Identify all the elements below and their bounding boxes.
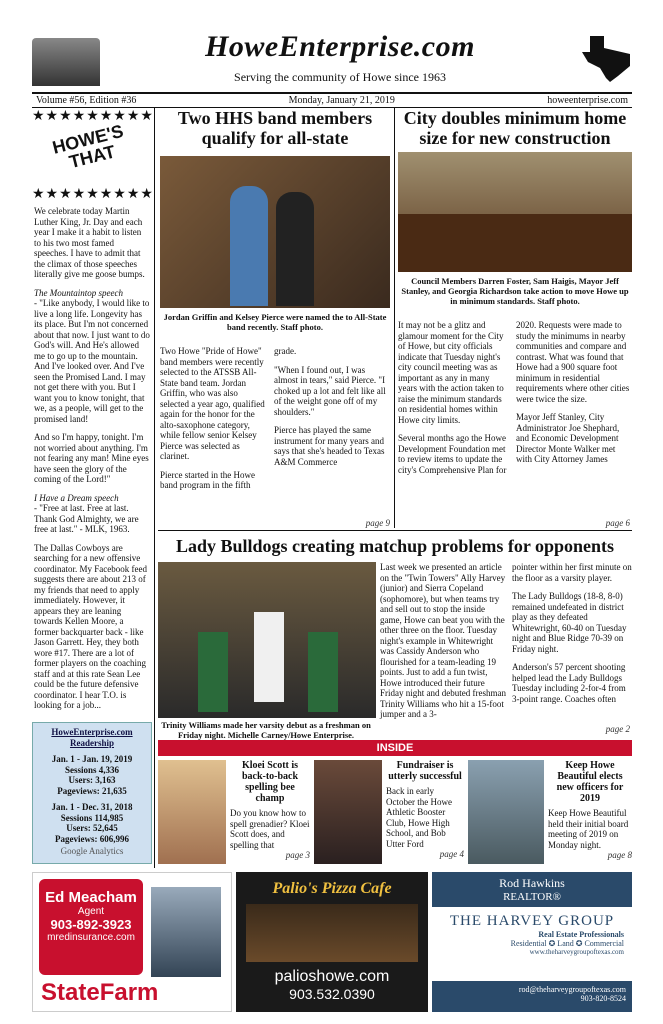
harvey-email: rod@theharveygroupoftexas.com: [518, 985, 626, 994]
readership-box: [32, 722, 152, 864]
inside-item-2[interactable]: [386, 760, 464, 859]
band-col2: [274, 346, 390, 475]
story-divider: [394, 108, 395, 528]
city-col1-p1: It may not be a glitz and glamour moment for the City of Howe, but city officials indicate that Tuesday night's city council meeting was as important as any in many years with the action taken to raise the minimum standards on residential homes within Howe city limits.: [398, 320, 504, 425]
column-p2: - "Like anybody, I would like to live a long life. Longevity has its place. But I'm not concerned about that now. I just want to do God's will. And He's allowed me to go up to the mountain. And I've looked over. And I've seen the Promised Land. I may not get there with you. But I want you to know tonight, that we, as a people, will get to the promised land!: [34, 298, 150, 424]
date-label: Monday, January 21, 2019: [288, 95, 395, 106]
bulldogs-col2: [512, 562, 632, 712]
inside-item-1-text: Do you know how to spell grenadier? Kloei Scott does, and spelling that: [230, 808, 310, 850]
bulldogs-col1-p1: Last week we presented an article on the "Twin Towers" Ally Harvey (junior) and Sierra Copeland (sophomore), but when teams try and sell out to stop the inside game, Howe can beat you with the other three on the floor. Tuesday night's example in Whitewright was Cassidy Anderson who flourished for a team-leading 19 points. Just to add a fun twist, Howe introduced their future Friday night and debuted freshman Trinity Williams who hit a 15-foot jumper and a 3-: [380, 562, 506, 719]
inside-item-3[interactable]: [548, 760, 632, 860]
palio-web: palioshowe.com: [274, 968, 390, 985]
column-p1: We celebrate today Martin Luther King, Jr. Day and each year I make it a habit to listen to his two most famed speeches. I have to admit that the climax of those speeches literally give me goose bumps.: [34, 206, 145, 279]
masthead-title: HoweEnterprise.com: [205, 30, 475, 63]
statefarm-phone: 903-892-3923: [50, 917, 132, 932]
harvey-web: www.theharveygroupoftexas.com: [529, 948, 624, 956]
city-headline: City doubles minimum home size for new construction: [403, 108, 627, 148]
readership-title: HoweEnterprise.com Readership: [51, 727, 133, 748]
bulldogs-col2-p1: pointer within her first minute on the floor as a varsity player.: [512, 562, 632, 583]
band-headline: Two HHS band members qualify for all-state: [177, 108, 373, 148]
harvey-agent: Rod Hawkins: [499, 876, 565, 890]
statefarm-card: [39, 879, 143, 975]
harvey-tag2: Residential ✪ Land ✪ Commercial: [510, 939, 624, 948]
readership-r1-range: Jan. 1 - Jan. 19, 2019: [51, 754, 133, 764]
harvey-role: REALTOR®: [503, 891, 561, 903]
city-col2-p2: Mayor Jeff Stanley, City Administrator Joe Shephard, and Economic Development Director Monte Walker met with City Attorney James: [516, 412, 620, 464]
section-rule: [158, 530, 632, 531]
inside-item-2-title: Fundraiser is utterly successful: [388, 760, 462, 782]
band-col1-p2: Pierce started in the Howe band program in the fifth: [160, 469, 255, 490]
bulldogs-page-link[interactable]: page 2: [605, 724, 630, 734]
band-person-1: [230, 186, 268, 306]
city-col1-p2: Several months ago the Howe Development Foundation met to review items to update the city's Comprehensive Plan for: [398, 433, 507, 475]
inside-item-3-title: Keep Howe Beautiful elects new officers for 2019: [556, 760, 624, 804]
inside-item-1[interactable]: [230, 760, 310, 860]
agent-photo: [151, 887, 221, 977]
mlk-photo: [32, 38, 100, 86]
inside-item-3-text: Keep Howe Beautiful held their initial board meeting of 2019 on Monday night.: [548, 808, 629, 850]
inside-item-2-page[interactable]: page 4: [439, 849, 464, 859]
city-caption: Council Members Darren Foster, Sam Haigis, Mayor Jeff Stanley, and Georgia Richardson take action to move Howe up in minimum standards. Staff photo.: [401, 276, 629, 306]
band-caption: Jordan Griffin and Kelsey Pierce were named the to All-State band recently. Staff photo.: [163, 312, 387, 332]
statefarm-agent-name: Ed Meacham: [45, 889, 137, 906]
volume-label: Volume #56, Edition #36: [36, 95, 137, 106]
city-col2: [516, 320, 632, 473]
band-col1: [160, 346, 268, 499]
readership-r1-pageviews: Pageviews: 21,635: [57, 785, 127, 796]
harvey-phone: 903-820-8524: [580, 994, 626, 1003]
bulldogs-photo: [158, 562, 376, 718]
band-col1-p1: Two Howe "Pride of Howe" band members were recently selected to the ATSSB All-State band team. Jordan Griffin, who was also selected a year ago, qualified again for the honor for the alto-saxophone category, while fellow senior Kelsey Pierce was selected as clarinet.: [160, 346, 265, 461]
inside-item-1-title: Kloei Scott is back-to-back spelling bee champ: [241, 760, 299, 804]
readership-r1-users: Users: 3,163: [68, 775, 116, 785]
statefarm-ad[interactable]: [32, 872, 232, 1012]
dateline: [32, 92, 632, 108]
band-page-link[interactable]: page 9: [365, 518, 390, 528]
bulldogs-col2-p2: The Lady Bulldogs (18-8, 8-0) remained undefeated in district play as they defeated Whitewright, 60-40 on Tuesday night and Blue Ridge 70-39 on Friday night.: [512, 591, 627, 654]
column-p3: And so I'm happy, tonight. I'm not worried about anything. I'm not fearing any man! Mine eyes have seen the glory of the coming of the Lord!": [34, 432, 149, 484]
palio-logo: Palio's Pizza Cafe: [272, 880, 392, 897]
column-p5: The Dallas Cowboys are searching for a new offensive coordinator. My Facebook feed suggests there are about 213 of my friends that need to apply immediately. However, it appears they are leaning towards Kellen Moore, a former backquarter back - like Jason Garrett. Hey, they both wore #17. There are a lot of former players on the coaching staff and at this rate Sean Lee could be the future defensive coordinator. I hear T.O. is looking for a job...: [34, 542, 147, 710]
bulldogs-col2-p3: Anderson's 57 percent shooting helped lead the Lady Bulldogs Tuesday including 2-for-4 from 3-point range. Coaches often: [512, 662, 626, 704]
inside-photo-3: [468, 760, 544, 864]
city-page-link[interactable]: page 6: [605, 518, 630, 528]
inside-item-3-page[interactable]: page 8: [607, 850, 632, 860]
band-photo: [160, 156, 390, 308]
harvey-tag: Real Estate Professionals: [538, 930, 624, 939]
column-p2-title: The Mountaintop speech: [34, 287, 123, 298]
inside-item-1-page[interactable]: page 3: [285, 850, 310, 860]
palio-storefront: [246, 904, 418, 962]
column-p4-title: I Have a Dream speech: [34, 492, 119, 503]
band-person-2: [276, 192, 314, 306]
bulldogs-caption: Trinity Williams made her varsity debut as a freshman on Friday night. Michelle Carney/Howe Enterprise.: [161, 720, 371, 740]
column-divider: [154, 108, 155, 868]
city-photo: [398, 152, 632, 272]
palio-phone: 903.532.0390: [289, 986, 375, 1002]
google-analytics-label: Google Analytics: [60, 846, 124, 856]
readership-r2-sessions: Sessions 114,985: [60, 812, 124, 823]
inside-photo-1: [158, 760, 226, 864]
harvey-ad[interactable]: [432, 872, 632, 1012]
inside-bar: INSIDE: [158, 740, 632, 756]
inside-item-2-text: Back in early October the Howe Athletic Booster Club, Howe High School, and Bob Utter Ford: [386, 786, 452, 849]
band-col2-p1: grade.: [274, 346, 297, 356]
readership-r2-pageviews: Pageviews: 606,996: [55, 833, 129, 844]
masthead-subtitle: Serving the community of Howe since 1963: [234, 70, 446, 84]
bulldogs-headline: Lady Bulldogs creating matchup problems for opponents: [175, 536, 615, 556]
statefarm-agent-role: Agent: [77, 906, 105, 917]
band-col2-p2: "When I found out, I was almost in tears," said Pierce. "I choked up a lot and felt like all of the weight gone off of my shoulders.": [274, 364, 386, 417]
texas-map-icon: [580, 32, 634, 84]
player-1: [198, 632, 228, 712]
readership-r2-range: Jan. 1 - Dec. 31, 2018: [51, 802, 133, 812]
bulldogs-col1: [380, 562, 506, 728]
stars-bottom: ★★★★★★★★★: [32, 187, 154, 202]
stars-top: ★★★★★★★★★: [32, 109, 154, 124]
site-link[interactable]: howeenterprise.com: [547, 95, 628, 106]
harvey-brand: THE HARVEY GROUP: [449, 913, 615, 929]
column-title: HOWE'S THAT: [50, 120, 126, 173]
council-desk: [398, 214, 632, 272]
palio-ad[interactable]: [236, 872, 428, 1012]
player-3: [308, 632, 338, 712]
player-2: [254, 612, 284, 702]
statefarm-logo: StateFarm: [41, 979, 159, 1006]
city-col2-p1: 2020. Requests were made to study the minimums in nearby communities and compare and contrast. What was found that Howe had a 900 square foot minimum in residential requirements where other cities were twice the size.: [516, 320, 630, 404]
band-col2-p3: Pierce has played the same instrument for many years and says that she's headed to Texas A&M Commerce: [274, 425, 385, 467]
harvey-panel: [432, 907, 632, 981]
readership-r2-users: Users: 52,645: [66, 823, 118, 833]
readership-r1-sessions: Sessions 4,336: [64, 764, 119, 775]
city-col1: [398, 320, 510, 483]
column-p4: - "Free at last. Free at last. Thank God Almighty, we are free at last." - MLK, 1963.: [34, 503, 139, 534]
inside-photo-2: [314, 760, 382, 864]
statefarm-web: mredinsurance.com: [47, 932, 135, 943]
column-body: [34, 206, 150, 719]
